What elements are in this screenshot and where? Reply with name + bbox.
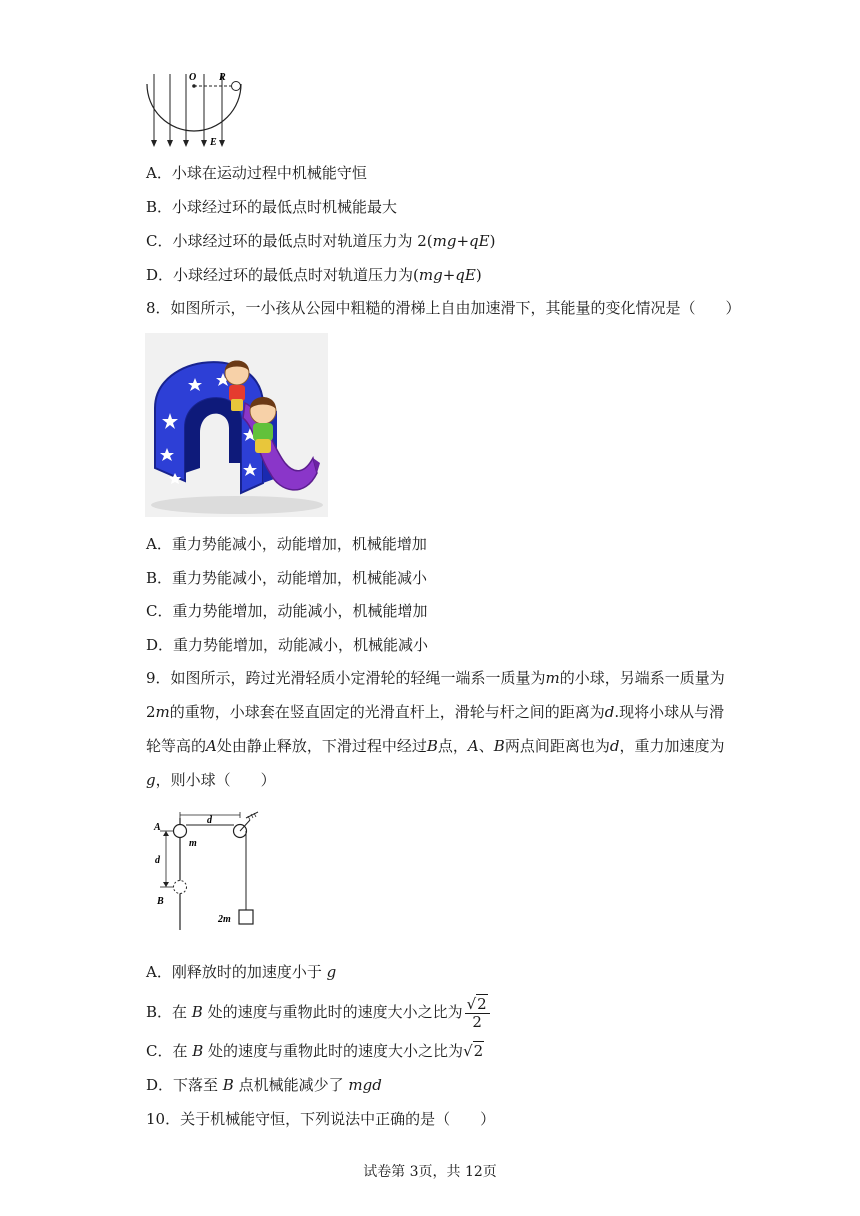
- q7-fig-label-r: R: [219, 72, 226, 83]
- q8-option-c: C．重力势能增加，动能减小，机械能增加: [146, 602, 428, 620]
- q9-option-d: D．下落至 B 点机械能减少了 mgd: [146, 1076, 382, 1094]
- q9-option-b: B．在 B 处的速度与重物此时的速度大小之比为 $\frac{√2}{2}$: [146, 993, 490, 1031]
- q8-option-d: D．重力势能增加，动能减小，机械能减小: [146, 636, 429, 654]
- q9-option-c-sqrt: √2: [463, 1042, 484, 1060]
- q9-fig-label-a: A: [154, 822, 161, 833]
- q8-option-b: B．重力势能减小，动能增加，机械能减小: [146, 569, 428, 587]
- slide-illustration: [145, 333, 328, 517]
- q8-stem: 8．如图所示，一小孩从公园中粗糙的滑梯上自由加速滑下，其能量的变化情况是（ ）: [146, 299, 741, 317]
- q9-pulley-figure: [150, 810, 270, 935]
- q7-option-d: D．小球经过环的最低点时对轨道压力为(mg+qE): [146, 266, 482, 284]
- q7-option-a: A．小球在运动过程中机械能守恒: [146, 164, 367, 182]
- q9-fig-label-weight: 2m: [218, 914, 231, 925]
- q7-option-c: C．小球经过环的最低点时对轨道压力为 2(mg+qE): [146, 232, 496, 250]
- q8-option-a: A．重力势能减小，动能增加，机械能增加: [146, 535, 427, 553]
- q9-option-b-fraction: $\frac{√2}{2}$: [465, 996, 490, 1031]
- q7-fig-label-o: O: [189, 72, 197, 83]
- q9-fig-label-m: m: [189, 838, 197, 849]
- q9-fig-label-d-left: d: [155, 855, 160, 866]
- q9-option-a: A．刚释放时的加速度小于 g: [146, 963, 337, 981]
- q7-figure: [140, 68, 250, 150]
- q7-option-b: B．小球经过环的最低点时机械能最大: [146, 198, 398, 216]
- q9-fig-label-d-top: d: [207, 815, 212, 826]
- q7-fig-label-e: E: [210, 137, 217, 148]
- page-footer: 试卷第 3页，共 12页: [363, 1164, 497, 1180]
- q9-stem: 9．如图所示，跨过光滑轻质小定滑轮的轻绳一端系一质量为m的小球，另端系一质量为 2m的重物，小球套在竖直固定的光滑直杆上，滑轮与杆之间的距离为d.现将小球从与滑轮等高的A处由静止释放，下滑过程中经过B点，A、B两点间距离也为d，重力加速度为g，则小球（ ）: [146, 669, 725, 789]
- q9-fig-label-b: B: [157, 896, 164, 907]
- q9-option-c: C．在 B 处的速度与重物此时的速度大小之比为√2: [146, 1042, 484, 1060]
- q10-stem: 10．关于机械能守恒，下列说法中正确的是（ ）: [146, 1110, 496, 1128]
